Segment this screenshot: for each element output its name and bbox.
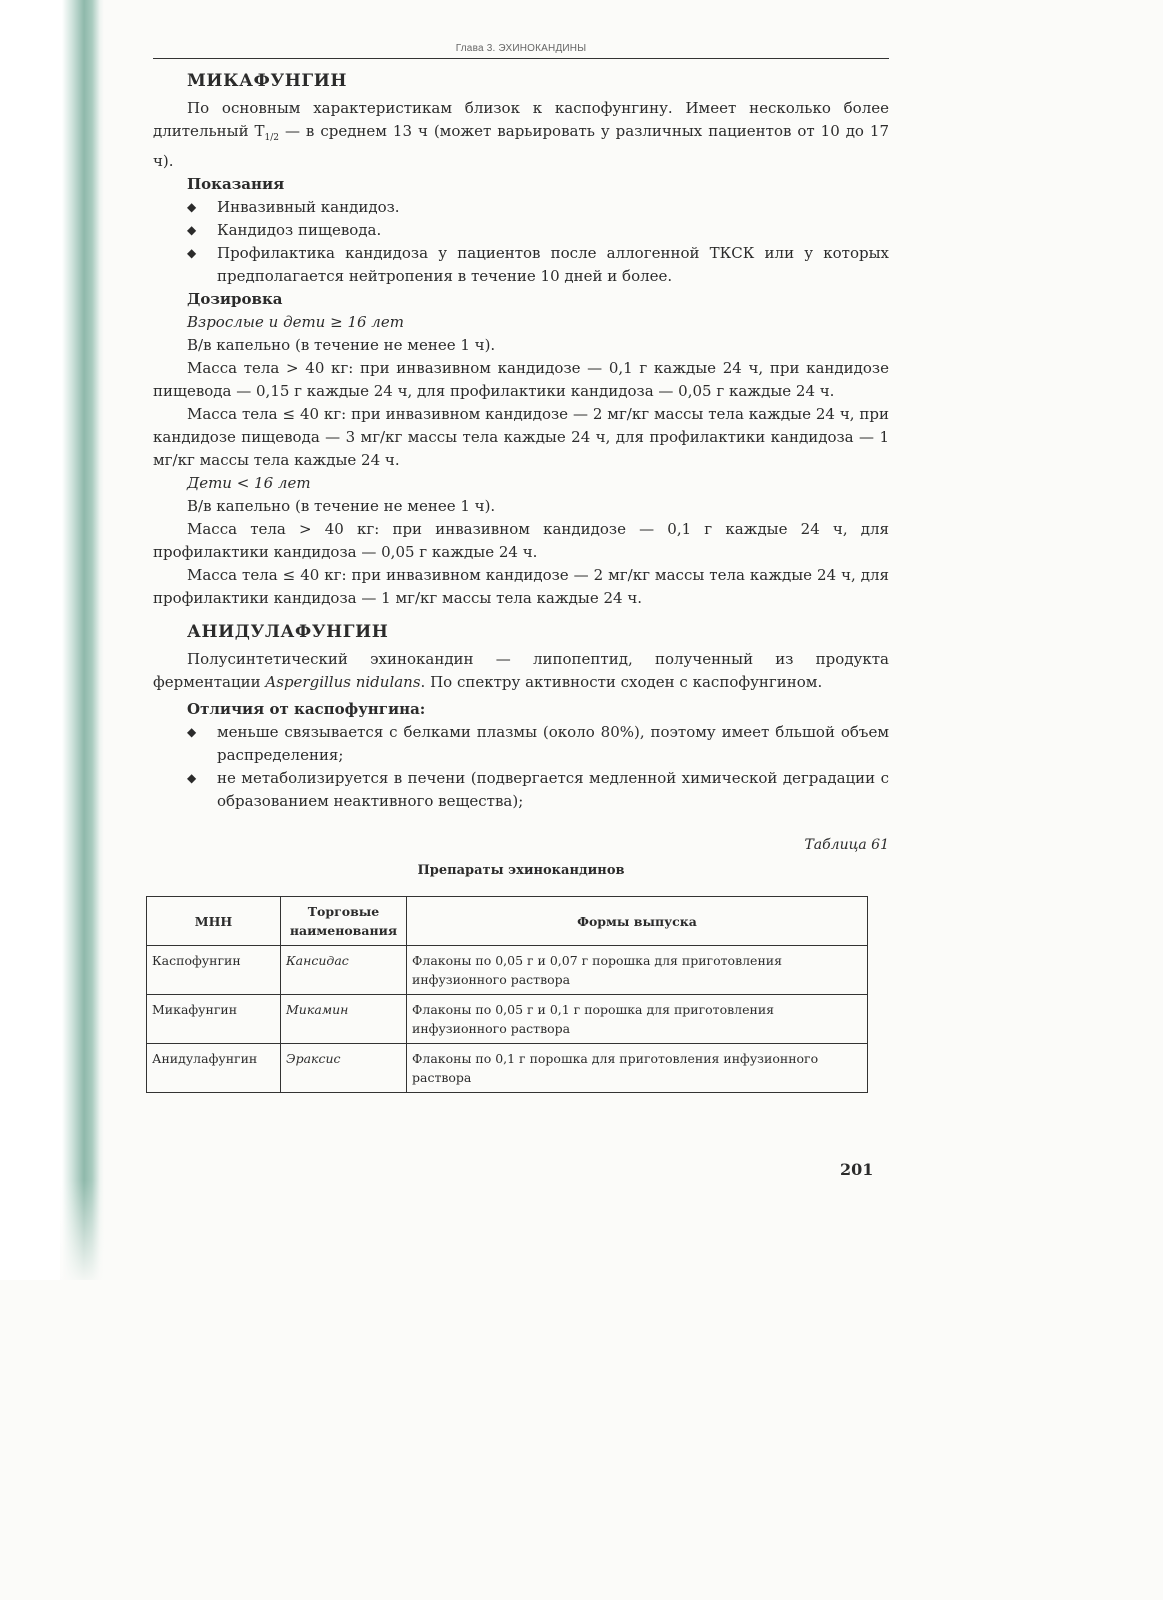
children-subheading: Дети < 16 лет xyxy=(187,474,311,492)
list-item: ◆ Инвазивный кандидоз. xyxy=(153,196,889,219)
page-content xyxy=(153,40,889,1093)
table-cell-inn: Каспофунгин xyxy=(147,946,281,995)
micafungin-intro: По основным характеристикам близок к каспофунгину. Имеет несколько более длительный $Т_{1/2}$ — в среднем 13 ч (может варьировать у различных пациентов от 10 до 17 ч). xyxy=(153,99,889,170)
adults-subheading: Взрослые и дети ≥ 16 лет xyxy=(187,313,404,331)
dosing-heading: Дозировка xyxy=(187,290,283,308)
bullet-icon: ◆ xyxy=(187,223,197,237)
table-cell-inn: Микафунгин xyxy=(147,995,281,1044)
list-item: ◆ меньше связывается с белками плазмы (около 80%), поэтому имеет бльшой объем распределения; xyxy=(187,723,889,764)
dosing-paragraph: Масса тела > 40 кг: при инвазивном кандидозе — 0,1 г каждые 24 ч, при кандидозе пищевода — 0,15 г каждые 24 ч, для профилактики кандидоза — 0,05 г каждые 24 ч. xyxy=(153,359,889,400)
dosing-paragraph: Масса тела > 40 кг: при инвазивном кандидозе — 0,1 г каждые 24 ч, для профилактики кандидоза — 0,05 г каждые 24 ч. xyxy=(153,520,889,561)
list-item: ◆ не метаболизируется в печени (подвергается медленной химической деградации с образованием неактивного вещества); xyxy=(187,769,889,810)
table-cell-form: Флаконы по 0,05 г и 0,1 г порошка для приготовления инфузионного раствора xyxy=(407,995,868,1044)
table-cell-form: Флаконы по 0,05 г и 0,07 г порошка для приготовления инфузионного раствора xyxy=(407,946,868,995)
column-header-trade-names: Торговые наименования xyxy=(281,897,407,946)
table-row xyxy=(147,946,868,995)
table-cell-trade-name: Эраксис xyxy=(281,1044,407,1093)
bullet-icon: ◆ xyxy=(187,246,197,260)
dosing-paragraph: Масса тела ≤ 40 кг: при инвазивном кандидозе — 2 мг/кг массы тела каждые 24 ч, для профилактики кандидоза — 1 мг/кг массы тела каждые 24 ч. xyxy=(153,566,889,607)
section-title-micafungin: МИКАФУНГИН xyxy=(187,71,348,91)
table-cell-trade-name: Кансидас xyxy=(281,946,407,995)
dosing-paragraph: Масса тела ≤ 40 кг: при инвазивном кандидозе — 2 мг/кг массы тела каждые 24 ч, при кандидозе пищевода — 3 мг/кг массы тела каждые 24 ч, для профилактики кандидоза — 1 мг/кг массы тела каждые 24 ч. xyxy=(153,405,889,469)
indications-heading: Показания xyxy=(187,175,285,193)
running-head: Глава 3. ЭХИНОКАНДИНЫ xyxy=(455,43,587,54)
column-header-forms: Формы выпуска xyxy=(407,897,868,946)
bullet-icon: ◆ xyxy=(187,771,197,785)
echinocandins-table xyxy=(146,896,868,1093)
header-rule xyxy=(153,58,889,59)
differences-heading: Отличия от каспофунгина: xyxy=(187,700,426,718)
column-header-inn: МНН xyxy=(147,897,281,946)
table-header-row xyxy=(147,897,868,946)
book-binding-edge xyxy=(0,0,104,1280)
table-cell-form: Флаконы по 0,1 г порошка для приготовления инфузионного раствора xyxy=(407,1044,868,1093)
table-row xyxy=(147,995,868,1044)
table-title: Препараты эхинокандинов xyxy=(417,863,625,878)
binding-fade xyxy=(60,1180,104,1300)
table-number: Таблица 61 xyxy=(804,837,889,853)
anidulafungin-intro: Полусинтетический эхинокандин — липопептид, полученный из продукта ферментации Aspergillus nidulans. По спектру активности сходен с каспофунгином. xyxy=(153,650,889,691)
page-number: 201 xyxy=(840,1160,874,1179)
bullet-icon: ◆ xyxy=(187,725,197,739)
list-item: ◆ Профилактика кандидоза у пациентов после аллогенной ТКСК или у которых предполагается нейтропения в течение 10 дней и более. xyxy=(187,244,889,285)
list-item: ◆ Кандидоз пищевода. xyxy=(153,219,889,242)
bullet-icon: ◆ xyxy=(187,200,197,214)
section-title-anidulafungin: АНИДУЛАФУНГИН xyxy=(187,622,389,642)
dosing-paragraph: В/в капельно (в течение не менее 1 ч). xyxy=(187,497,496,515)
table-row xyxy=(147,1044,868,1093)
table-cell-inn: Анидулафунгин xyxy=(147,1044,281,1093)
dosing-paragraph: В/в капельно (в течение не менее 1 ч). xyxy=(187,336,496,354)
table-cell-trade-name: Микамин xyxy=(281,995,407,1044)
